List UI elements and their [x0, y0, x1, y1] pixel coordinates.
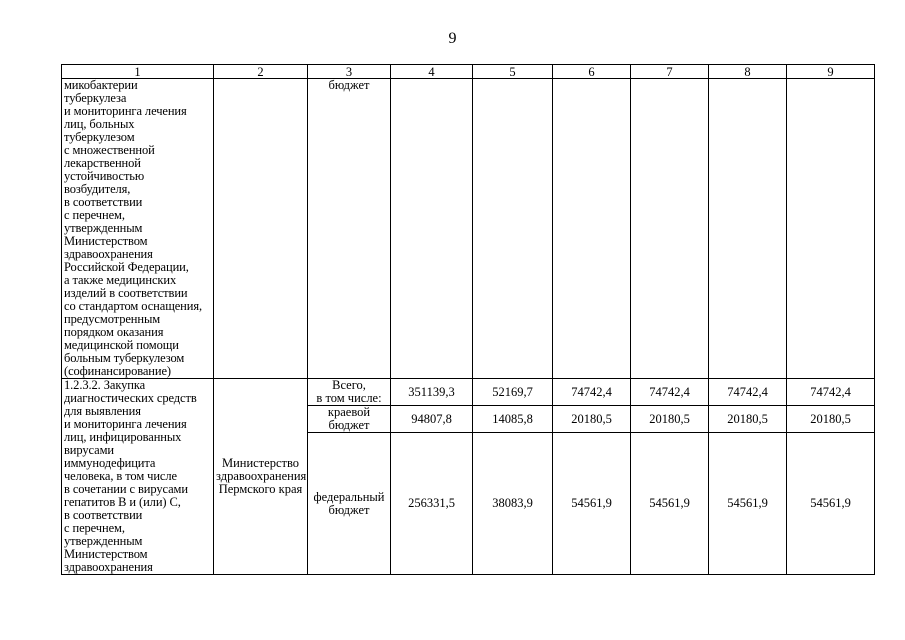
value-cell: 74742,4 — [787, 379, 875, 406]
value-cell: 38083,9 — [473, 433, 553, 575]
source-federal: федеральный бюджет — [308, 433, 391, 575]
value-cell-empty — [787, 79, 875, 379]
source-total: Всего, в том числе: — [308, 379, 391, 406]
value-cell: 14085,8 — [473, 406, 553, 433]
budget-table — [61, 64, 875, 575]
column-header: 7 — [631, 65, 709, 79]
executor-cell-empty — [214, 79, 308, 379]
value-cell: 54561,9 — [553, 433, 631, 575]
value-cell: 54561,9 — [709, 433, 787, 575]
value-cell-empty — [631, 79, 709, 379]
column-header: 1 — [62, 65, 214, 79]
value-cell-empty — [709, 79, 787, 379]
column-header: 2 — [214, 65, 308, 79]
column-header: 4 — [391, 65, 473, 79]
item-executor: Министерство здравоохранения Пермского края — [214, 379, 308, 575]
continued-row — [62, 79, 875, 379]
value-cell: 94807,8 — [391, 406, 473, 433]
value-cell: 20180,5 — [631, 406, 709, 433]
value-cell: 52169,7 — [473, 379, 553, 406]
page-number: 9 — [448, 30, 457, 47]
value-cell: 351139,3 — [391, 379, 473, 406]
value-cell-empty — [391, 79, 473, 379]
value-cell: 74742,4 — [709, 379, 787, 406]
source-regional: краевой бюджет — [308, 406, 391, 433]
item-description: 1.2.3.2. Закупка диагностических средств для выявления и мониторинга лечения лиц, инфицированных вирусами иммунодефицита человека, в том числе в сочетании с вирусами гепатитов B и (или) C, в соответствии с перечнем, утвержденным Министерством здравоохранения — [62, 379, 214, 575]
value-cell-empty — [473, 79, 553, 379]
header-row — [62, 65, 875, 79]
column-header: 8 — [709, 65, 787, 79]
column-header: 6 — [553, 65, 631, 79]
value-cell: 256331,5 — [391, 433, 473, 575]
value-cell: 74742,4 — [631, 379, 709, 406]
value-cell: 74742,4 — [553, 379, 631, 406]
continued-source: бюджет — [308, 79, 391, 379]
total-row — [62, 379, 875, 406]
value-cell: 20180,5 — [787, 406, 875, 433]
column-header: 5 — [473, 65, 553, 79]
column-header: 3 — [308, 65, 391, 79]
continued-description: микобактерии туберкулеза и мониторинга лечения лиц, больных туберкулезом с множественной лекарственной устойчивостью возбудителя, в соответствии с перечнем, утвержденным Министерством здравоохранения Российской Федерации, а также медицинских изделий в соответствии со стандартом оснащения, предусмотренным порядком оказания медицинской помощи больным туберкулезом (софинансирование) — [62, 79, 214, 379]
value-cell: 20180,5 — [553, 406, 631, 433]
column-header: 9 — [787, 65, 875, 79]
value-cell: 54561,9 — [631, 433, 709, 575]
value-cell: 20180,5 — [709, 406, 787, 433]
value-cell-empty — [553, 79, 631, 379]
value-cell: 54561,9 — [787, 433, 875, 575]
